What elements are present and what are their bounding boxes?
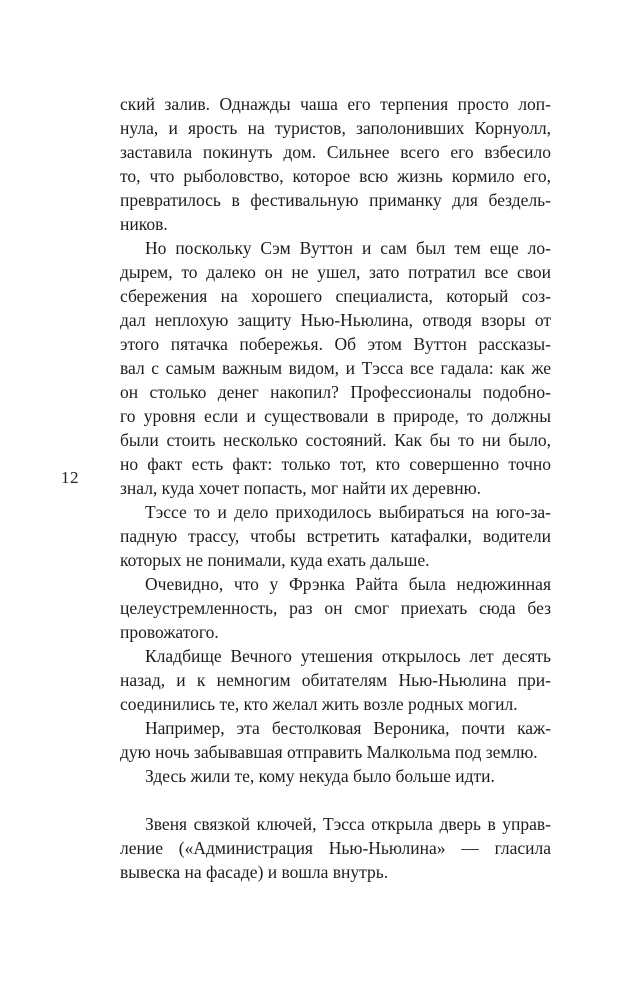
text-line: вал с самым важным видом, и Тэсса все гадала: как же xyxy=(120,358,551,378)
text-line: вывеска на фасаде) и вошла внутрь. xyxy=(120,862,389,882)
text-line: но факт есть факт: только тот, кто совершенно точно xyxy=(120,454,551,474)
text-line: ников. xyxy=(120,214,168,234)
text-line: дырем, то далеко он не ушел, зато потратил все свои xyxy=(120,262,551,282)
text-line: этого пятачка побережья. Об этом Вуттон рассказы- xyxy=(120,334,551,354)
text-line: дую ночь забывавшая отправить Малкольма под землю. xyxy=(120,742,538,762)
text-line: которых не понимали, куда ехать дальше. xyxy=(120,550,430,570)
paragraph xyxy=(120,92,551,236)
text-line: дал неплохую защиту Нью-Ньюлина, отводя взоры от xyxy=(120,310,551,330)
text-line: нула, и ярость на туристов, заполонивших Корнуолл, xyxy=(120,118,551,138)
text-line: Звеня связкой ключей, Тэсса открыла дверь в управ- xyxy=(145,814,551,834)
text-line: ление («Администрация Нью-Ньюлина» — гласила xyxy=(120,838,551,858)
text-line: назад, и к немногим обитателям Нью-Ньюлина при- xyxy=(120,670,551,690)
text-line: он столько денег накопил? Профессионалы подобно- xyxy=(120,382,551,402)
text-line: соединились те, кто желал жить возле родных могил. xyxy=(120,694,518,714)
page-text xyxy=(120,92,551,884)
paragraph xyxy=(120,500,551,572)
paragraph xyxy=(120,764,551,788)
text-line: Тэссе то и дело приходилось выбираться на юго-за- xyxy=(145,502,551,522)
text-line: го уровня если и существовали в природе, то должны xyxy=(120,406,551,426)
text-line: были стоить несколько состояний. Как бы то ни было, xyxy=(120,430,551,450)
text-line: Кладбище Вечного утешения открылось лет десять xyxy=(145,646,551,666)
text-line: Например, эта бестолковая Вероника, почти каж- xyxy=(145,718,551,738)
text-line: ский залив. Однажды чаша его терпения просто лоп- xyxy=(120,94,551,114)
page-number: 12 xyxy=(61,468,79,487)
text-line: то, что рыболовство, которое всю жизнь кормило его, xyxy=(120,166,551,186)
text-line: заставила покинуть дом. Сильнее всего его взбесило xyxy=(120,142,551,162)
text-line: превратилось в фестивальную приманку для бездель- xyxy=(120,190,551,210)
text-line: падную трассу, чтобы встретить катафалки, водители xyxy=(120,526,551,546)
paragraph xyxy=(120,812,551,884)
paragraph xyxy=(120,236,551,500)
text-line: провожатого. xyxy=(120,622,219,642)
paragraph xyxy=(120,572,551,644)
text-line: сбережения на хорошего специалиста, который соз- xyxy=(120,286,551,306)
text-line: Очевидно, что у Фрэнка Райта была недюжинная xyxy=(145,574,551,594)
paragraph xyxy=(120,644,551,716)
text-line: Здесь жили те, кому некуда было больше идти. xyxy=(145,766,495,786)
text-line: знал, куда хочет попасть, мог найти их деревню. xyxy=(120,478,482,498)
text-line: целеустремленность, раз он смог приехать сюда без xyxy=(120,598,551,618)
paragraph xyxy=(120,716,551,764)
text-line: Но поскольку Сэм Вуттон и сам был тем еще ло- xyxy=(145,238,551,258)
